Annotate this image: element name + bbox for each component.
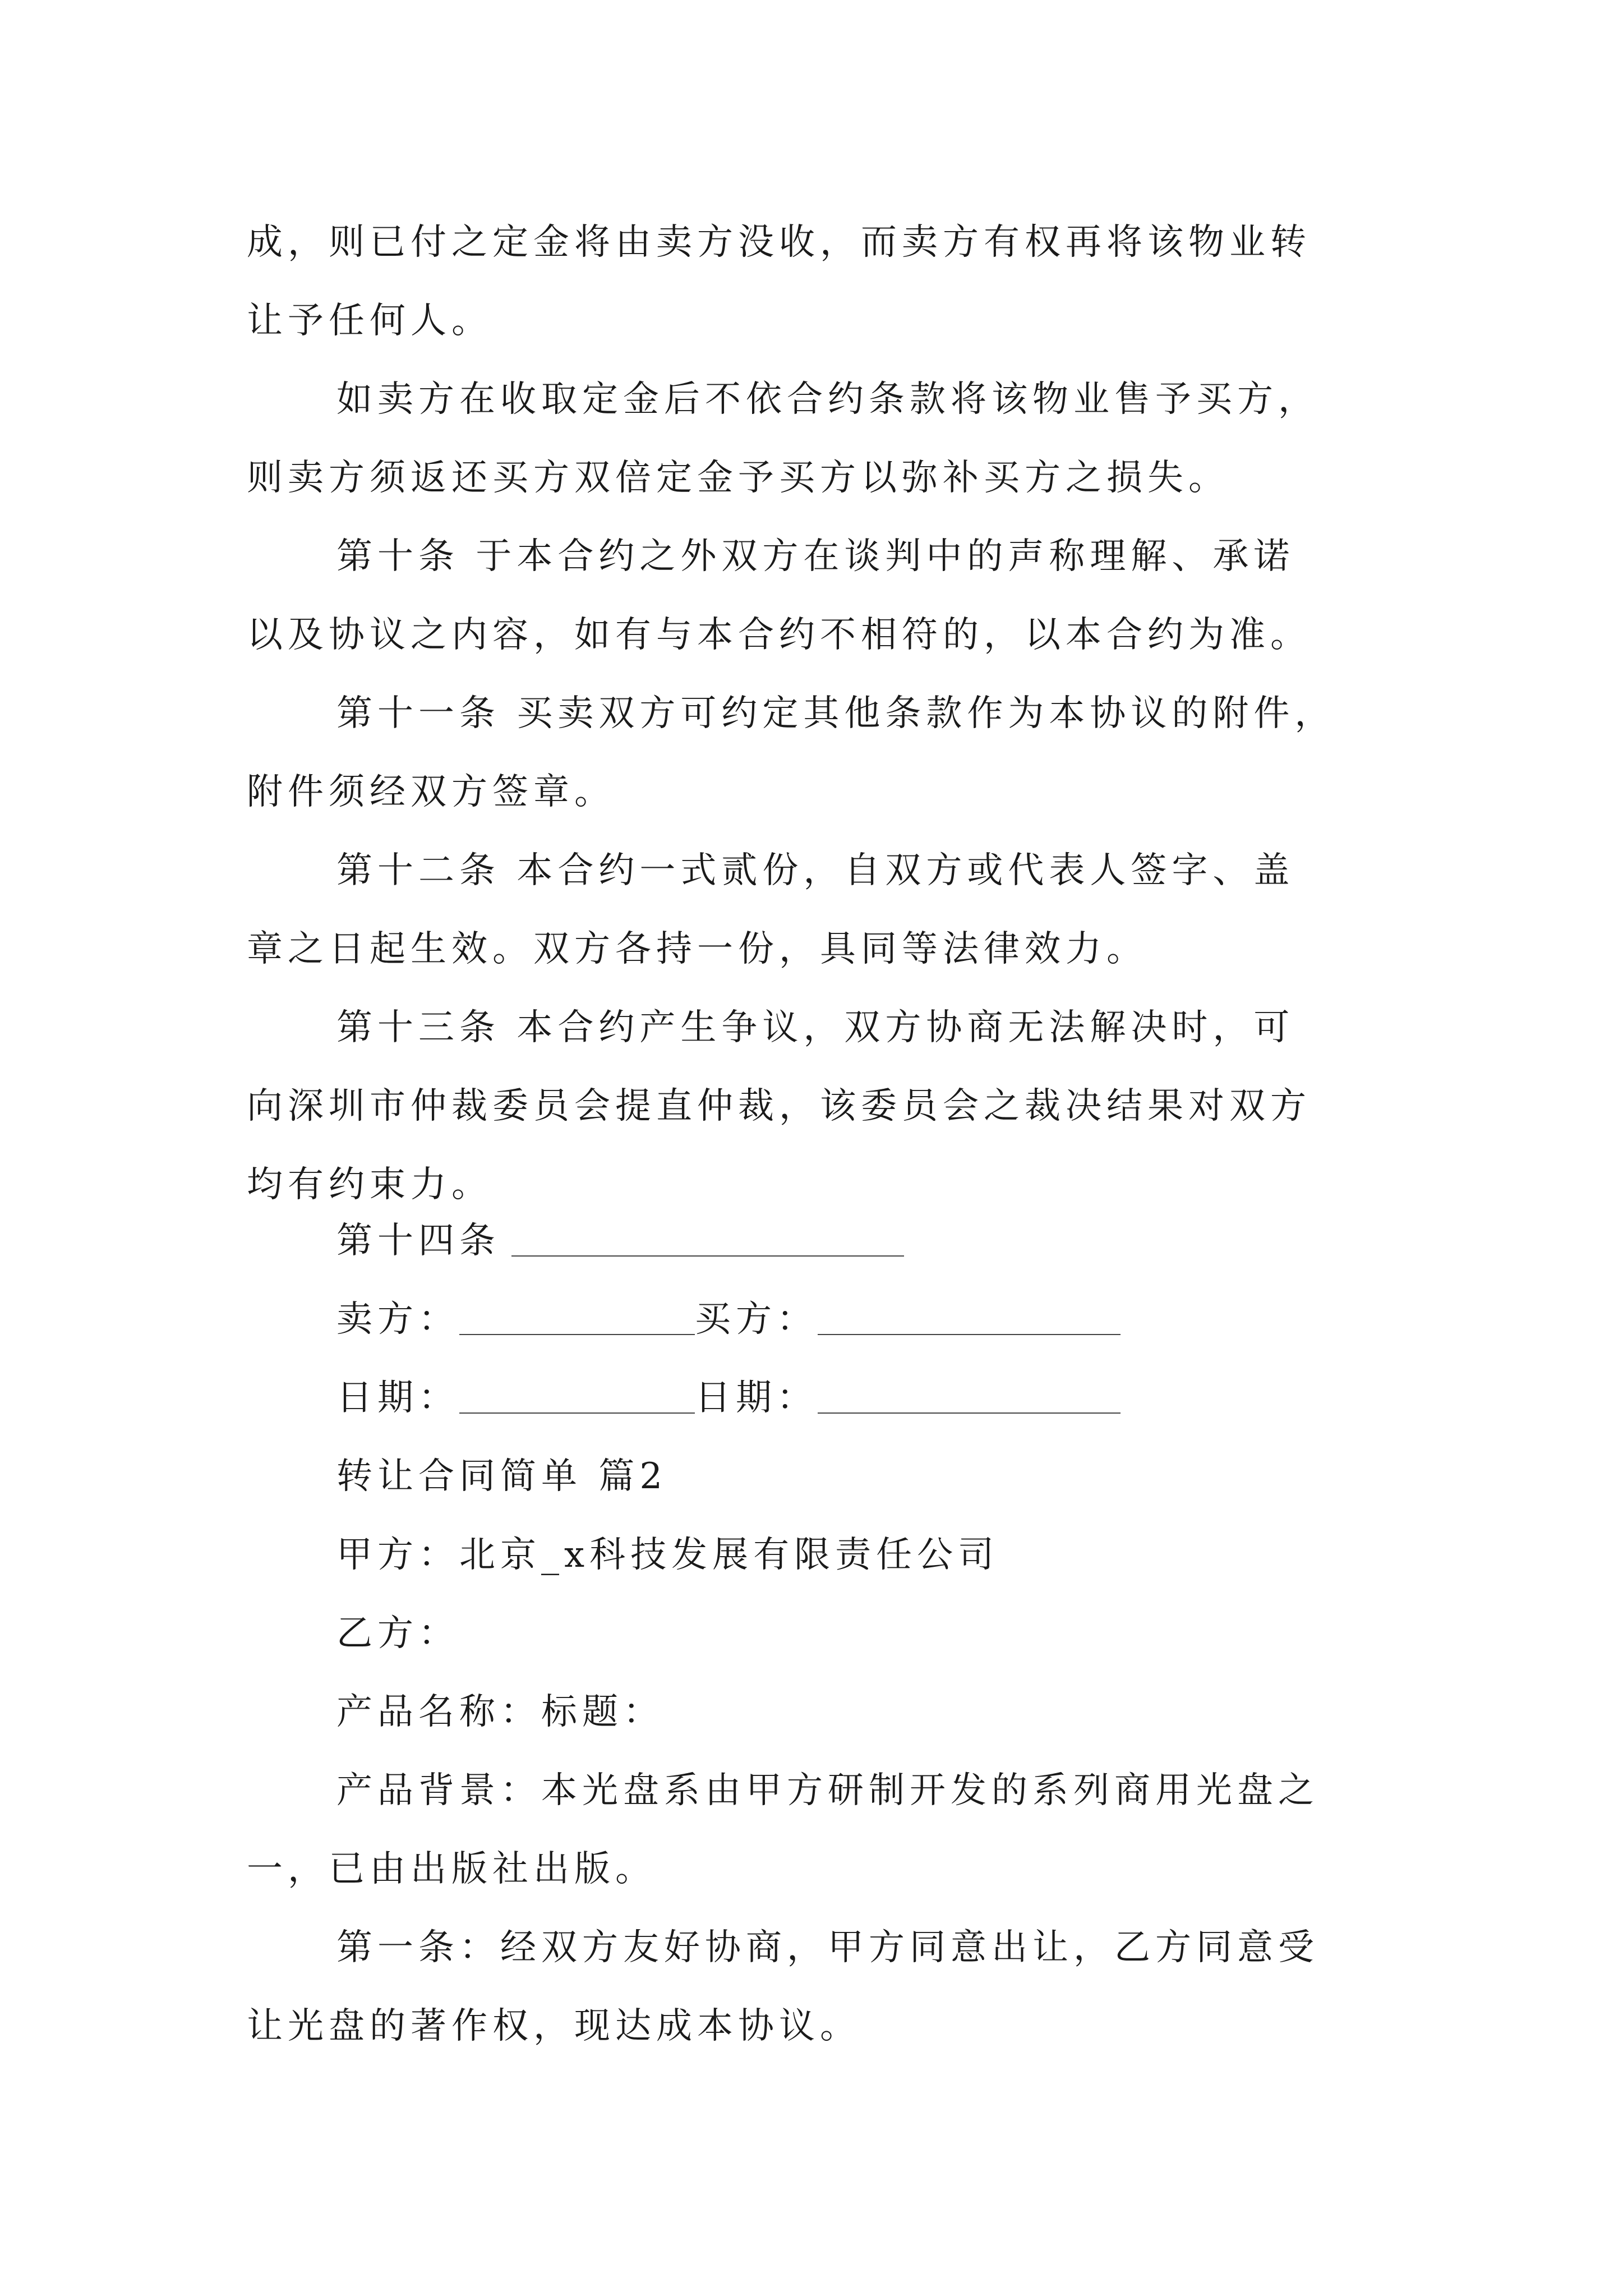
article-14-label: 第十四条 [336, 1220, 500, 1262]
paragraph-line: 章之日起生效。双方各持一份，具同等法律效力。 [247, 928, 1147, 970]
article-14-blank [511, 1218, 904, 1263]
seller-date-blank [459, 1375, 695, 1420]
article-14-line [336, 1218, 904, 1263]
paragraph-line: 一，已由出版社出版。 [247, 1848, 656, 1890]
paragraph-line: 产品名称：标题： [336, 1691, 664, 1733]
section-heading: 转让合同简单 篇2 [336, 1456, 668, 1497]
paragraph-line: 均有约束力。 [247, 1164, 492, 1205]
paragraph-line: 乙方： [336, 1613, 459, 1654]
paragraph-line: 第十一条 买卖双方可约定其他条款作为本协议的附件， [336, 693, 1336, 734]
seller-date-label: 日期： [336, 1377, 459, 1419]
paragraph-line: 第十二条 本合约一式贰份，自双方或代表人签字、盖 [336, 850, 1295, 891]
buyer-label: 买方： [695, 1299, 818, 1340]
signature-line [336, 1297, 1121, 1342]
buyer-blank [818, 1297, 1121, 1342]
paragraph-line: 以及协议之内容，如有与本合约不相符的，以本合约为准。 [247, 614, 1311, 656]
paragraph-line: 附件须经双方签章。 [247, 771, 615, 813]
paragraph-line: 如卖方在收取定金后不依合约条款将该物业售予买方， [336, 379, 1319, 420]
buyer-date-label: 日期： [695, 1377, 818, 1419]
paragraph-line: 第十条 于本合约之外双方在谈判中的声称理解、承诺 [336, 536, 1295, 577]
paragraph-line: 向深圳市仲裁委员会提直仲裁，该委员会之裁决结果对双方 [247, 1085, 1311, 1127]
paragraph-line: 产品背景：本光盘系由甲方研制开发的系列商用光盘之 [336, 1770, 1319, 1811]
paragraph-line: 第一条：经双方友好协商，甲方同意出让，乙方同意受 [336, 1927, 1319, 1968]
seller-blank [459, 1297, 695, 1342]
buyer-date-blank [818, 1375, 1121, 1420]
paragraph-line: 第十三条 本合约产生争议，双方协商无法解决时，可 [336, 1007, 1295, 1048]
date-line [336, 1375, 1121, 1420]
paragraph-line: 甲方：北京_x科技发展有限责任公司 [336, 1534, 999, 1576]
paragraph-line: 成，则已付之定金将由卖方没收，而卖方有权再将该物业转 [247, 222, 1311, 263]
seller-label: 卖方： [336, 1299, 459, 1340]
paragraph-line: 让光盘的著作权，现达成本协议。 [247, 2005, 861, 2047]
paragraph-line: 让予任何人。 [247, 300, 492, 342]
paragraph-line: 则卖方须返还买方双倍定金予买方以弥补买方之损失。 [247, 457, 1229, 499]
